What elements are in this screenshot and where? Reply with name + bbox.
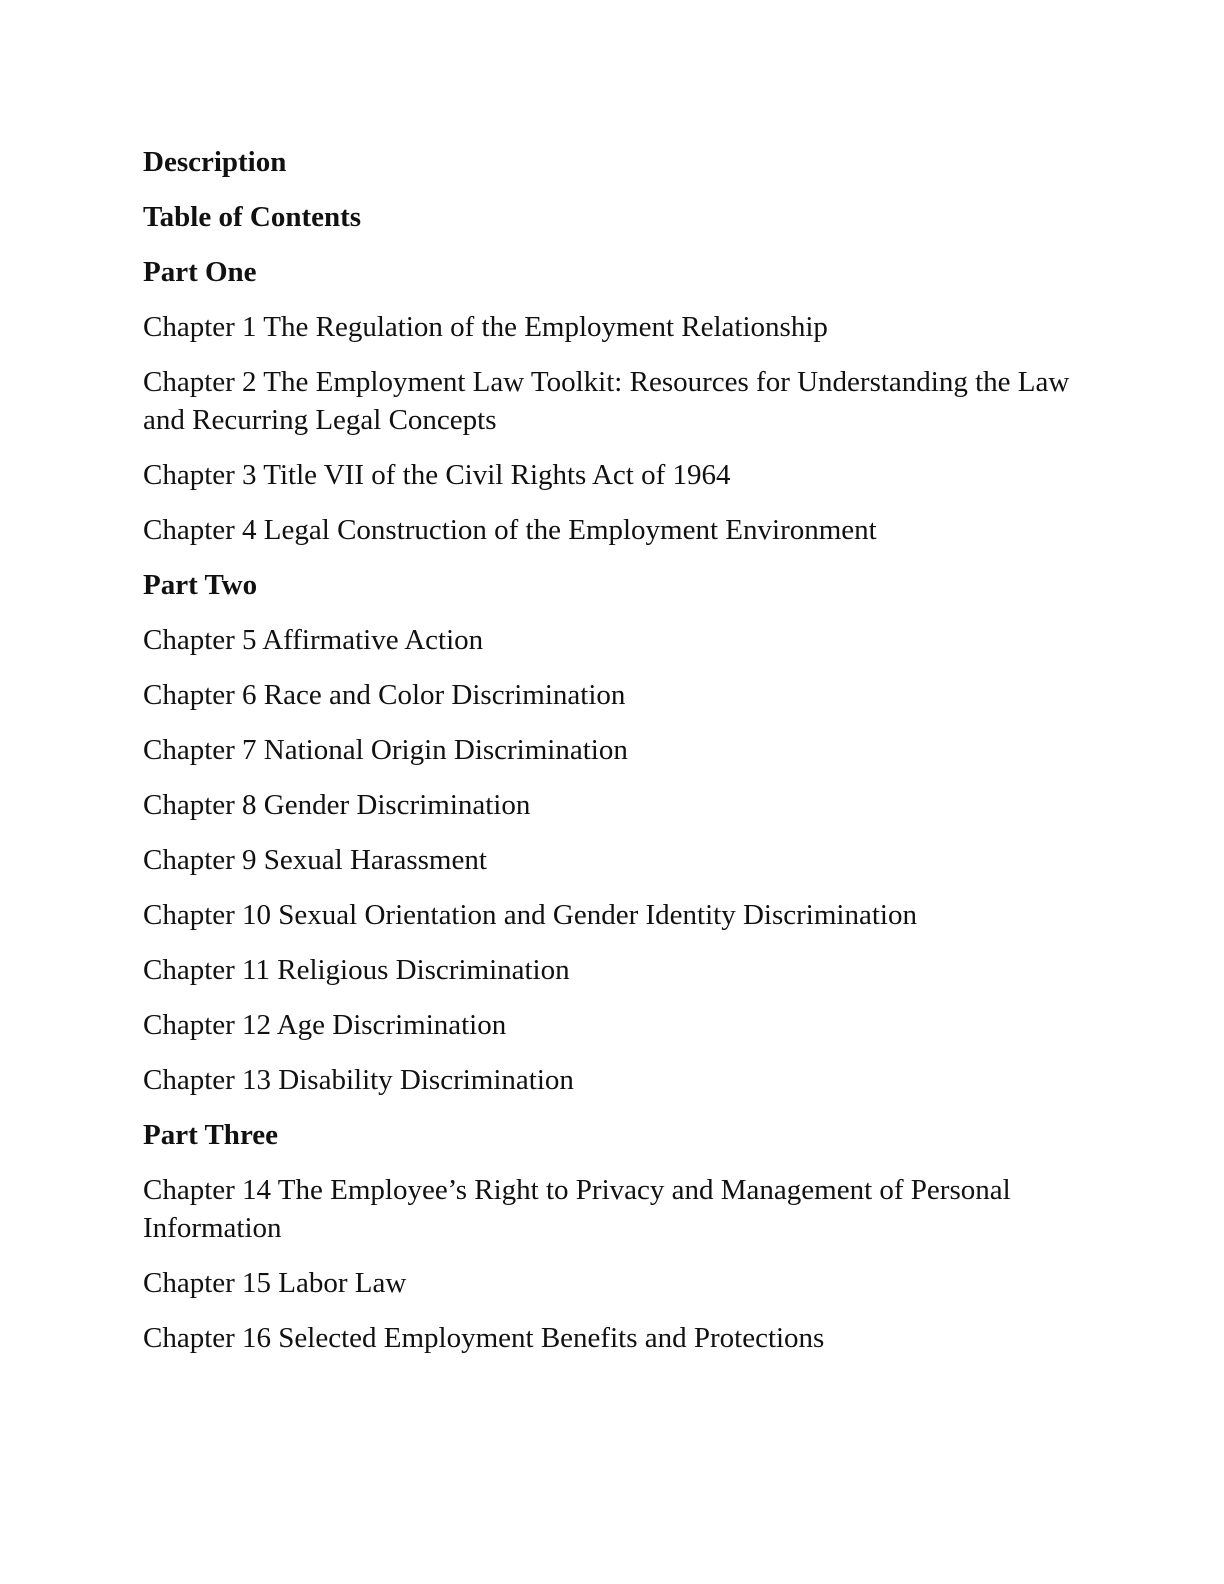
chapter-1-entry: Chapter 1 The Regulation of the Employment Relationship bbox=[143, 311, 828, 343]
chapter-10-entry: Chapter 10 Sexual Orientation and Gender Identity Discrimination bbox=[143, 899, 917, 931]
part-one-heading: Part One bbox=[143, 256, 257, 288]
chapter-13-entry: Chapter 13 Disability Discrimination bbox=[143, 1064, 574, 1096]
chapter-15-entry: Chapter 15 Labor Law bbox=[143, 1267, 407, 1299]
chapter-7-entry: Chapter 7 National Origin Discrimination bbox=[143, 734, 628, 766]
chapter-11-entry: Chapter 11 Religious Discrimination bbox=[143, 954, 570, 986]
chapter-3-entry: Chapter 3 Title VII of the Civil Rights Act of 1964 bbox=[143, 459, 731, 491]
chapter-12-entry: Chapter 12 Age Discrimination bbox=[143, 1009, 507, 1041]
chapter-2-entry: Chapter 2 The Employment Law Toolkit: Resources for Understanding the Law and Recurring Legal Concepts bbox=[143, 366, 1070, 436]
chapter-16-entry: Chapter 16 Selected Employment Benefits and Protections bbox=[143, 1322, 825, 1354]
description-heading: Description bbox=[143, 146, 287, 178]
chapter-8-entry: Chapter 8 Gender Discrimination bbox=[143, 789, 531, 821]
chapter-5-entry: Chapter 5 Affirmative Action bbox=[143, 624, 484, 656]
part-three-heading: Part Three bbox=[143, 1119, 279, 1151]
document-page bbox=[143, 143, 1073, 1374]
part-two-heading: Part Two bbox=[143, 569, 258, 601]
chapter-14-entry: Chapter 14 The Employee’s Right to Privacy and Management of Personal Information bbox=[143, 1174, 1011, 1244]
chapter-6-entry: Chapter 6 Race and Color Discrimination bbox=[143, 679, 626, 711]
chapter-9-entry: Chapter 9 Sexual Harassment bbox=[143, 844, 487, 876]
chapter-4-entry: Chapter 4 Legal Construction of the Employment Environment bbox=[143, 514, 877, 546]
table-of-contents-heading: Table of Contents bbox=[143, 201, 362, 233]
